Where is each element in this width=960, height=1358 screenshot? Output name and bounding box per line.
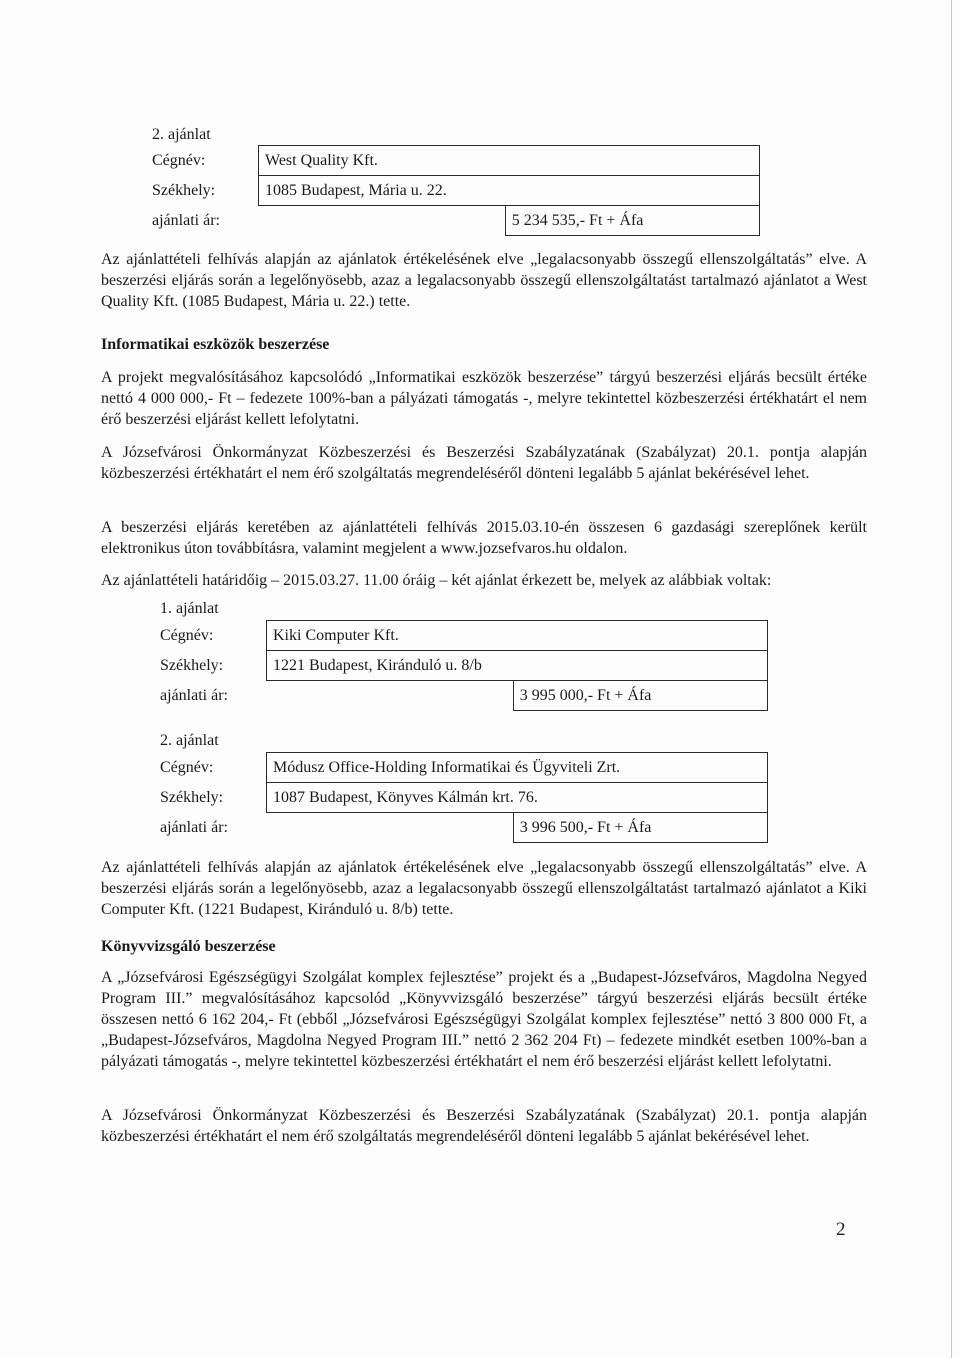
table-row bbox=[160, 681, 768, 711]
price-label: ajánlati ár: bbox=[160, 819, 228, 836]
price-label: ajánlati ár: bbox=[152, 212, 220, 229]
price-value: 5 234 535,- Ft + Áfa bbox=[505, 206, 759, 236]
table-row bbox=[160, 813, 768, 843]
table-row bbox=[160, 651, 768, 681]
seat-label: Székhely: bbox=[160, 657, 224, 674]
table-row bbox=[152, 146, 760, 176]
seat-value: 1085 Budapest, Mária u. 22. bbox=[259, 176, 760, 206]
it-paragraph-3: A beszerzési eljárás keretében az ajánlattételi felhívás 2015.03.10-én összesen 6 gazdasági szereplőnek került elektronikus úton továbbításra, valamint megjelent a www.jozsefvaros.hu oldalon. bbox=[101, 519, 867, 557]
price-label: ajánlati ár: bbox=[160, 687, 228, 704]
company-value: West Quality Kft. bbox=[259, 146, 760, 176]
company-value: Kiki Computer Kft. bbox=[267, 621, 768, 651]
seat-label: Székhely: bbox=[152, 182, 216, 199]
offer-1-table bbox=[160, 620, 768, 711]
price-value: 3 995 000,- Ft + Áfa bbox=[513, 681, 767, 711]
it-paragraph-4: Az ajánlattételi határidőig – 2015.03.27. 11.00 óráig – két ajánlat érkezett be, melyek az alábbiak voltak: bbox=[101, 572, 772, 589]
table-row bbox=[152, 176, 760, 206]
price-value: 3 996 500,- Ft + Áfa bbox=[513, 813, 767, 843]
result-paragraph-1: Az ajánlattételi felhívás alapján az ajánlatok értékelésének elve „legalacsonyabb összegű ellenszolgáltatás” elve. A beszerzési eljárás során a legelőnyösebb, azaz a legalacsonyabb összegű ellenszolgáltatást tartalmazó ajánlatot a West Quality Kft. (1085 Budapest, Mária u. 22.) tette. bbox=[101, 251, 867, 310]
offer-2-table bbox=[160, 752, 768, 843]
offer-1-title: 1. ajánlat bbox=[160, 600, 219, 617]
it-paragraph-1: A projekt megvalósításához kapcsolódó „Informatikai eszközök beszerzése” tárgyú beszerzési eljárás becsült értéke nettó 4 000 000,- Ft – fedezete 100%-ban a pályázati támogatás -, melyre tekintettel közbeszerzési értékhatárt el nem érő beszerzési eljárást kellett lefolytatni. bbox=[101, 369, 867, 428]
company-label: Cégnév: bbox=[152, 152, 206, 169]
table-row bbox=[160, 621, 768, 651]
section-heading-audit: Könyvvizsgáló beszerzése bbox=[101, 938, 276, 955]
seat-label: Székhely: bbox=[160, 789, 224, 806]
section-heading-it: Informatikai eszközök beszerzése bbox=[101, 336, 330, 353]
page-number: 2 bbox=[836, 1219, 846, 1240]
company-value: Módusz Office-Holding Informatikai és Ügyviteli Zrt. bbox=[267, 753, 768, 783]
seat-value: 1221 Budapest, Kiránduló u. 8/b bbox=[267, 651, 768, 681]
it-paragraph-2: A Józsefvárosi Önkormányzat Közbeszerzési és Beszerzési Szabályzatának (Szabályzat) 20.1. pontja alapján közbeszerzési értékhatárt el nem érő szolgáltatás megrendeléséről dönteni legalább 5 ajánlat bekérésével lehet. bbox=[101, 444, 867, 482]
company-label: Cégnév: bbox=[160, 627, 214, 644]
table-row bbox=[160, 783, 768, 813]
seat-value: 1087 Budapest, Könyves Kálmán krt. 76. bbox=[267, 783, 768, 813]
offer-2-title: 2. ajánlat bbox=[160, 732, 219, 749]
company-label: Cégnév: bbox=[160, 759, 214, 776]
result-paragraph-2: Az ajánlattételi felhívás alapján az ajánlatok értékelésének elve „legalacsonyabb összegű ellenszolgáltatás” elve. A beszerzési eljárás során a legelőnyösebb, azaz a legalacsonyabb összegű ellenszolgáltatást tartalmazó ajánlatot a Kiki Computer Kft. (1221 Budapest, Kiránduló u. 8/b) tette. bbox=[101, 859, 867, 918]
scan-edge-line bbox=[951, 0, 952, 1358]
table-row bbox=[160, 753, 768, 783]
audit-paragraph-1: A „Józsefvárosi Egészségügyi Szolgálat komplex fejlesztése” projekt és a „Budapest-Józsefváros, Magdolna Negyed Program III.” megvalósításához kapcsolód „Könyvvizsgáló beszerzése” tárgyú beszerzési eljárás becsült értéke összesen nettó 6 162 204,- Ft (ebből „Józsefvárosi Egészségügyi Szolgálat komplex fejlesztése” nettó 3 800 000 Ft, a „Budapest-Józsefváros, Magdolna Negyed Program III.” nettó 2 362 204 Ft) – fedezete mindkét esetben 100%-ban a pályázati támogatás -, melyre tekintettel közbeszerzési értékhatárt el nem érő beszerzési eljárást kellett lefolytatni. bbox=[101, 969, 867, 1070]
offer-top-title: 2. ajánlat bbox=[152, 126, 211, 143]
offer-top-table bbox=[152, 145, 760, 236]
audit-paragraph-2: A Józsefvárosi Önkormányzat Közbeszerzési és Beszerzési Szabályzatának (Szabályzat) 20.1. pontja alapján közbeszerzési értékhatárt el nem érő szolgáltatás megrendeléséről dönteni legalább 5 ajánlat bekérésével lehet. bbox=[101, 1107, 867, 1145]
table-row bbox=[152, 206, 760, 236]
